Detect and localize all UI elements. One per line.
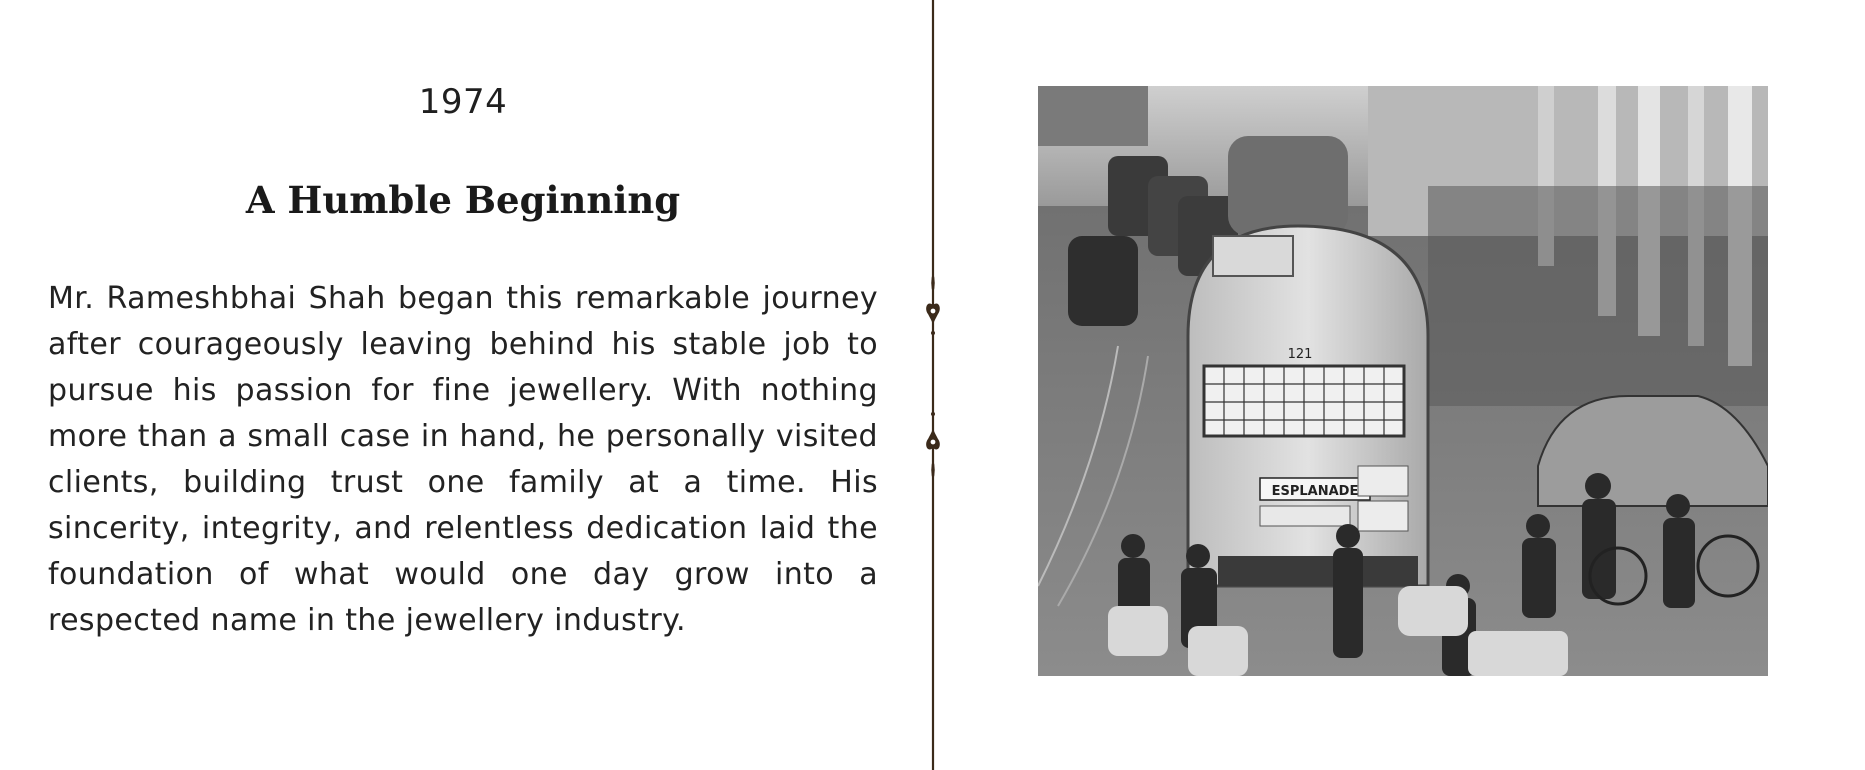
milestone-title: A Humble Beginning [245, 178, 681, 222]
tram-number: 121 [1287, 347, 1313, 362]
timeline-divider [924, 0, 942, 770]
milestone-text-panel [48, 0, 878, 770]
milestone-description: Mr. Rameshbhai Shah began this remarkable journey after courageously leaving behind his stable job to pursue his passion for fine jewellery. With nothing more than a small case in hand, he personally visited clients, building trust one family at a time. His sincerity, integrity, and relentless dedication laid the foundation of what would one day grow into a respected name in the jewellery industry. [48, 281, 878, 638]
historical-street-photo [1038, 86, 1768, 676]
tram-destination-board: ESPLANADE [1271, 484, 1359, 499]
milestone-year: 1974 [418, 82, 508, 122]
